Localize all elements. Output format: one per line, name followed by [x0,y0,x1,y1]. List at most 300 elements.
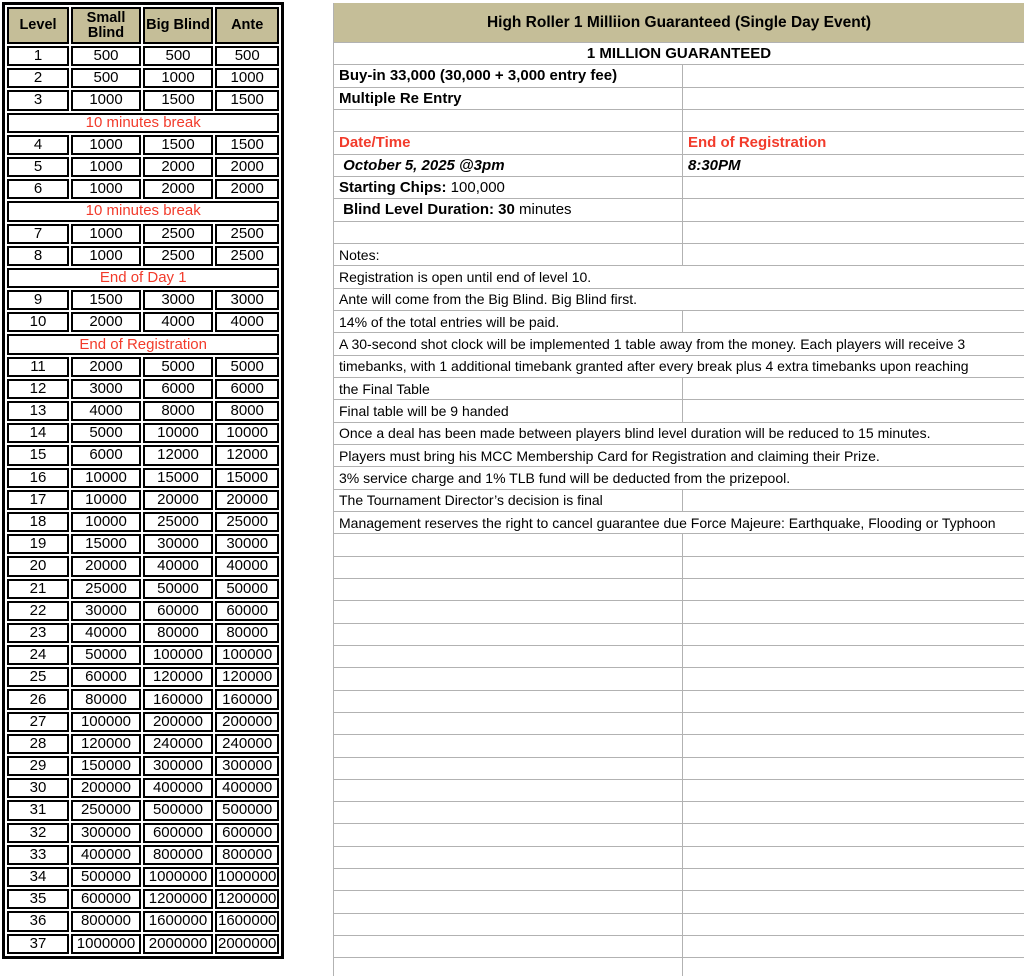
level-cell: 28 [7,734,69,754]
level-cell: 30 [7,778,69,798]
small-blind-cell: 100000 [71,712,141,732]
big-blind-cell: 600000 [143,823,213,843]
blind-level-row [7,667,279,687]
header-level: Level [7,7,69,44]
info-row [334,758,1024,780]
info-cell-left [334,601,683,622]
info-row [334,601,1024,623]
text-segment: A 30-second shot clock will be implemented 1 table away from the money. Each players will receive 3 [339,335,966,352]
info-cell-right [683,400,1024,421]
text-segment: End of Registration [688,134,827,152]
info-cell-left [334,869,683,890]
info-cell-left [334,311,683,332]
text-segment: minutes [519,201,572,219]
info-row [334,155,1024,177]
level-cell: 12 [7,379,69,399]
info-row [334,668,1024,690]
blind-level-row [7,357,279,377]
big-blind-cell: 800000 [143,845,213,865]
blind-level-row [7,601,279,621]
info-cell-left [334,891,683,912]
text-segment: 8:30PM [688,156,741,174]
info-row [334,847,1024,869]
info-cell-right [683,914,1024,935]
info-cell-right [683,110,1024,131]
big-blind-cell: 2500 [143,246,213,266]
info-cell-right [683,534,1024,555]
small-blind-cell: 1000 [71,224,141,244]
info-cell-left [334,758,683,779]
info-row [334,110,1024,132]
text-segment: Buy-in 33,000 (30,000 + 3,000 entry fee) [339,67,618,85]
header-ante: Ante [215,7,279,44]
info-row [334,936,1024,958]
info-cell-right [683,758,1024,779]
small-blind-cell: 1000 [71,157,141,177]
info-cell-left [334,289,1024,310]
info-cell-right [683,847,1024,868]
level-cell: 14 [7,423,69,443]
big-blind-cell: 30000 [143,534,213,554]
event-title: High Roller 1 Milliion Guaranteed (Single Day Event) [486,13,872,31]
text-segment: the Final Table [339,380,430,397]
blind-level-row [7,445,279,465]
small-blind-cell: 10000 [71,512,141,532]
info-cell-left [334,802,683,823]
info-cell-right [683,378,1024,399]
info-cell-left [334,847,683,868]
info-cell-left [334,713,683,734]
level-cell: 22 [7,601,69,621]
blind-level-row [7,68,279,88]
info-row [334,958,1024,976]
ante-cell: 5000 [215,357,279,377]
info-row [334,311,1024,333]
blind-level-row [7,224,279,244]
ante-cell: 2000000 [215,934,279,954]
blind-level-row [7,556,279,576]
big-blind-cell: 6000 [143,379,213,399]
blind-level-row [7,911,279,931]
level-cell: 37 [7,934,69,954]
small-blind-cell: 20000 [71,556,141,576]
level-cell: 15 [7,445,69,465]
info-row [334,333,1024,355]
big-blind-cell: 100000 [143,645,213,665]
blind-level-row [7,845,279,865]
blind-level-row [7,90,279,110]
big-blind-cell: 8000 [143,401,213,421]
ante-cell: 4000 [215,312,279,332]
event-title-bar [334,3,1024,43]
event-info-panel [333,3,1024,976]
level-cell: 35 [7,889,69,909]
big-blind-cell: 400000 [143,778,213,798]
blind-table-body [7,7,279,954]
info-cell-left [334,88,683,109]
ante-cell: 500 [215,46,279,66]
big-blind-cell: 2000 [143,179,213,199]
info-cell-right [683,713,1024,734]
big-blind-cell: 50000 [143,579,213,599]
level-cell: 29 [7,756,69,776]
text-segment: October 5, 2025 @3pm [339,156,505,174]
info-cell-left [334,579,683,600]
info-cell-right [683,891,1024,912]
ante-cell: 2500 [215,224,279,244]
blind-structure-table [2,2,284,959]
ante-cell: 15000 [215,468,279,488]
level-cell: 24 [7,645,69,665]
ante-cell: 600000 [215,823,279,843]
ante-cell: 40000 [215,556,279,576]
blind-level-row [7,823,279,843]
big-blind-cell: 20000 [143,490,213,510]
ante-cell: 800000 [215,845,279,865]
break-label: End of Day 1 [7,268,279,288]
small-blind-cell: 40000 [71,623,141,643]
small-blind-cell: 5000 [71,423,141,443]
big-blind-cell: 240000 [143,734,213,754]
big-blind-cell: 1000 [143,68,213,88]
info-cell-left [334,132,683,153]
big-blind-cell: 60000 [143,601,213,621]
info-row [334,624,1024,646]
info-row [334,378,1024,400]
info-row [334,780,1024,802]
info-cell-right [683,624,1024,645]
info-cell-right [683,735,1024,756]
text-segment: Ante will come from the Big Blind. Big Blind first. [339,291,638,308]
blind-level-row [7,46,279,66]
small-blind-cell: 500 [71,46,141,66]
big-blind-cell: 15000 [143,468,213,488]
ante-cell: 200000 [215,712,279,732]
blind-level-row [7,512,279,532]
level-cell: 6 [7,179,69,199]
info-row [334,579,1024,601]
big-blind-cell: 2000000 [143,934,213,954]
level-cell: 26 [7,689,69,709]
header-small-blind: Small Blind [71,7,141,44]
level-cell: 13 [7,401,69,421]
big-blind-cell: 5000 [143,357,213,377]
blind-level-row [7,934,279,954]
big-blind-cell: 3000 [143,290,213,310]
break-row [7,334,279,354]
text-segment: Management reserves the right to cancel guarantee due Force Majeure: Earthquake, Flooding or Typhoon [339,514,996,531]
info-cell-left [334,624,683,645]
info-cell-left [334,65,683,86]
ante-cell: 30000 [215,534,279,554]
level-cell: 5 [7,157,69,177]
blind-level-row [7,179,279,199]
ante-cell: 10000 [215,423,279,443]
level-cell: 32 [7,823,69,843]
blind-level-row [7,490,279,510]
ante-cell: 1500 [215,90,279,110]
ante-cell: 1000000 [215,867,279,887]
small-blind-cell: 800000 [71,911,141,931]
small-blind-cell: 2000 [71,357,141,377]
info-row [334,691,1024,713]
blind-level-row [7,290,279,310]
info-row [334,869,1024,891]
ante-cell: 2000 [215,157,279,177]
info-cell-left [334,400,683,421]
info-row [334,490,1024,512]
info-cell-right [683,646,1024,667]
blind-level-row [7,889,279,909]
info-cell-left [334,110,683,131]
small-blind-cell: 15000 [71,534,141,554]
small-blind-cell: 60000 [71,667,141,687]
small-blind-cell: 500000 [71,867,141,887]
info-cell-right [683,222,1024,243]
big-blind-cell: 10000 [143,423,213,443]
info-row [334,222,1024,244]
info-rows [334,43,1024,976]
level-cell: 25 [7,667,69,687]
info-cell-right [683,869,1024,890]
info-cell-left [334,958,683,976]
big-blind-cell: 1500 [143,135,213,155]
level-cell: 10 [7,312,69,332]
blind-level-row [7,734,279,754]
small-blind-cell: 1000 [71,179,141,199]
info-cell-left [334,735,683,756]
info-row [334,914,1024,936]
small-blind-cell: 500 [71,68,141,88]
info-row [334,713,1024,735]
level-cell: 8 [7,246,69,266]
info-row [334,132,1024,154]
break-row [7,113,279,133]
level-cell: 4 [7,135,69,155]
blind-level-row [7,157,279,177]
info-row [334,244,1024,266]
small-blind-cell: 200000 [71,778,141,798]
blind-level-row [7,778,279,798]
info-cell-right [683,132,1024,153]
big-blind-cell: 300000 [143,756,213,776]
text-segment: 1 MILLION GUARANTEED [586,45,772,63]
text-segment: timebanks, with 1 additional timebank granted after every break plus 4 extra timebanks upon reaching [339,358,969,375]
small-blind-cell: 50000 [71,645,141,665]
ante-cell: 500000 [215,800,279,820]
info-cell-right [683,668,1024,689]
text-segment: Blind Level Duration: 30 [339,201,520,219]
text-segment: Starting Chips: [339,179,451,197]
info-cell-left [334,668,683,689]
info-cell-left [334,222,683,243]
info-cell-right [683,691,1024,712]
info-cell-left [334,155,683,176]
info-cell-left [334,43,1024,64]
blind-level-row [7,756,279,776]
ante-cell: 3000 [215,290,279,310]
text-segment: Registration is open until end of level 10. [339,268,592,285]
break-label: 10 minutes break [7,201,279,221]
level-cell: 16 [7,468,69,488]
info-cell-left [334,512,1024,533]
big-blind-cell: 4000 [143,312,213,332]
big-blind-cell: 1600000 [143,911,213,931]
info-cell-right [683,579,1024,600]
blind-level-row [7,712,279,732]
blind-table-header-row [7,7,279,44]
ante-cell: 2500 [215,246,279,266]
ante-cell: 240000 [215,734,279,754]
info-cell-left [334,936,683,957]
info-row [334,199,1024,221]
text-segment: Once a deal has been made between players blind level duration will be reduced to 15 minutes. [339,425,931,442]
level-cell: 27 [7,712,69,732]
info-cell-left [334,824,683,845]
blind-level-row [7,689,279,709]
small-blind-cell: 1000 [71,135,141,155]
info-row [334,177,1024,199]
info-row [334,802,1024,824]
ante-cell: 50000 [215,579,279,599]
info-cell-left [334,177,683,198]
info-cell-left [334,780,683,801]
blind-level-row [7,645,279,665]
info-row [334,735,1024,757]
info-row [334,43,1024,65]
blind-level-row [7,135,279,155]
level-cell: 2 [7,68,69,88]
small-blind-cell: 1000 [71,90,141,110]
info-cell-right [683,65,1024,86]
info-row [334,266,1024,288]
info-cell-right [683,244,1024,265]
info-cell-right [683,177,1024,198]
big-blind-cell: 1500 [143,90,213,110]
small-blind-cell: 30000 [71,601,141,621]
big-blind-cell: 2500 [143,224,213,244]
info-cell-left [334,490,683,511]
big-blind-cell: 1200000 [143,889,213,909]
ante-cell: 60000 [215,601,279,621]
text-segment: Final table will be 9 handed [339,402,509,419]
info-cell-right [683,88,1024,109]
break-label: End of Registration [7,334,279,354]
blind-level-row [7,401,279,421]
level-cell: 3 [7,90,69,110]
text-segment: The Tournament Director’s decision is final [339,492,603,509]
break-row [7,201,279,221]
info-cell-left [334,423,1024,444]
info-cell-left [334,914,683,935]
header-big-blind: Big Blind [143,7,213,44]
level-cell: 17 [7,490,69,510]
big-blind-cell: 500000 [143,800,213,820]
text-segment: 14% of the total entries will be paid. [339,313,560,330]
text-segment: Notes: [339,246,380,263]
small-blind-cell: 300000 [71,823,141,843]
info-cell-left [334,199,683,220]
info-row [334,824,1024,846]
info-cell-left [334,266,1024,287]
ante-cell: 25000 [215,512,279,532]
blind-level-row [7,867,279,887]
info-cell-right [683,490,1024,511]
info-cell-right [683,780,1024,801]
ante-cell: 1600000 [215,911,279,931]
big-blind-cell: 80000 [143,623,213,643]
small-blind-cell: 2000 [71,312,141,332]
info-cell-right [683,958,1024,976]
info-cell-left [334,356,1024,377]
info-row [334,88,1024,110]
ante-cell: 1500 [215,135,279,155]
ante-cell: 20000 [215,490,279,510]
blind-level-row [7,579,279,599]
info-cell-left [334,333,1024,354]
small-blind-cell: 120000 [71,734,141,754]
level-cell: 9 [7,290,69,310]
info-cell-left [334,646,683,667]
info-cell-left [334,691,683,712]
level-cell: 7 [7,224,69,244]
level-cell: 23 [7,623,69,643]
big-blind-cell: 120000 [143,667,213,687]
text-segment: 3% service charge and 1% TLB fund will be deducted from the prizepool. [339,469,791,486]
level-cell: 33 [7,845,69,865]
level-cell: 18 [7,512,69,532]
big-blind-cell: 160000 [143,689,213,709]
blind-level-row [7,623,279,643]
ante-cell: 6000 [215,379,279,399]
info-row [334,445,1024,467]
big-blind-cell: 12000 [143,445,213,465]
small-blind-cell: 150000 [71,756,141,776]
info-row [334,467,1024,489]
text-segment: Date/Time [339,134,411,152]
small-blind-cell: 80000 [71,689,141,709]
info-cell-left [334,378,683,399]
info-row [334,512,1024,534]
info-cell-left [334,557,683,578]
info-row [334,356,1024,378]
text-segment: Players must bring his MCC Membership Card for Registration and claiming their Prize. [339,447,880,464]
blind-level-row [7,246,279,266]
blind-level-row [7,468,279,488]
info-row [334,423,1024,445]
info-cell-right [683,155,1024,176]
ante-cell: 120000 [215,667,279,687]
ante-cell: 1200000 [215,889,279,909]
small-blind-cell: 10000 [71,468,141,488]
info-row [334,891,1024,913]
small-blind-cell: 6000 [71,445,141,465]
ante-cell: 100000 [215,645,279,665]
info-cell-left [334,445,1024,466]
small-blind-cell: 600000 [71,889,141,909]
text-segment: Multiple Re Entry [339,89,462,107]
ante-cell: 2000 [215,179,279,199]
info-cell-right [683,936,1024,957]
blind-level-row [7,379,279,399]
small-blind-cell: 250000 [71,800,141,820]
level-cell: 21 [7,579,69,599]
info-cell-right [683,311,1024,332]
small-blind-cell: 1000 [71,246,141,266]
info-row [334,557,1024,579]
small-blind-cell: 400000 [71,845,141,865]
info-row [334,646,1024,668]
